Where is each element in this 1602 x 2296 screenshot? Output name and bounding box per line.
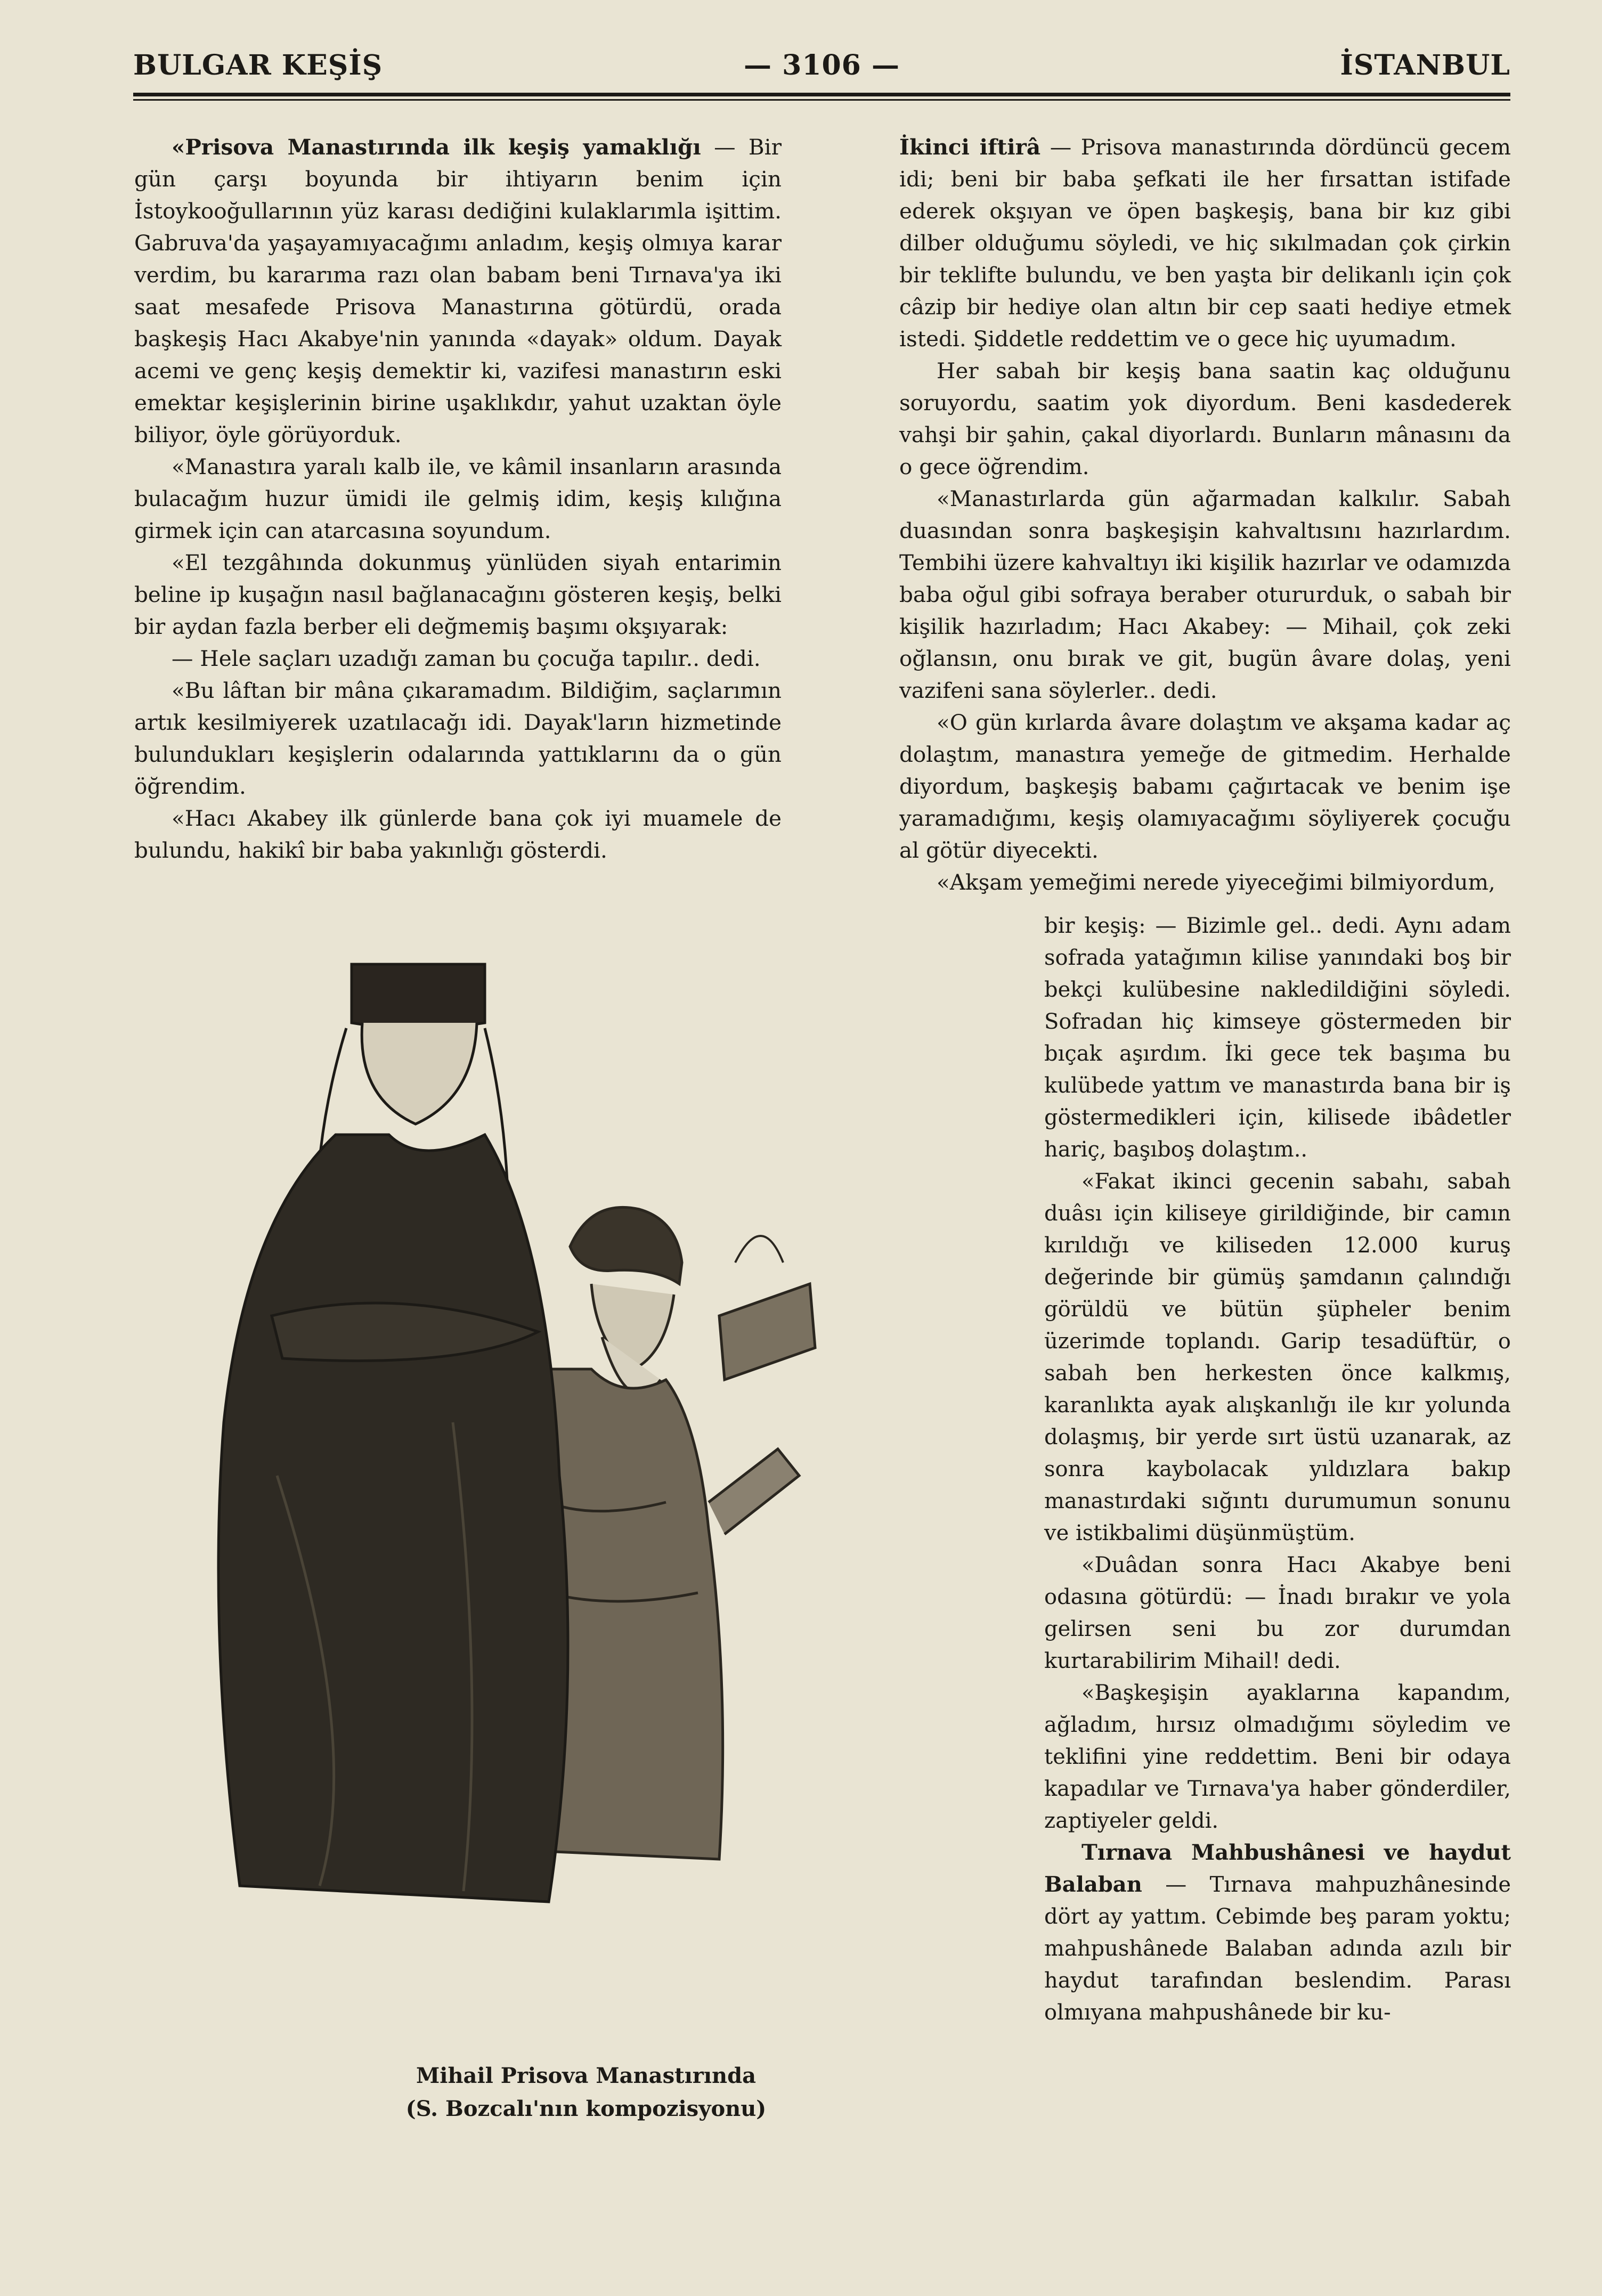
caption-line-2: (S. Bozcalı'nın kompozisyonu) xyxy=(405,2096,767,2121)
paragraph: İkinci iftirâ — Prisova manastırında dördüncü gecem idi; beni bir baba şefkati ile her fırsattan istifade ederek okşıyan ve öpen başkeşiş, bana bir kız gibi dilber olduğumu söyledi, ve hiç sıkılmadan çok çirkin bir teklifte bulundu, ve ben yaşta bir delikanlı için çok câzip bir hediye olan altın bir cep saati hediye etmek istedi. Şiddetle reddettim ve o gece hiç uyumadım. xyxy=(899,134,1511,352)
paragraph: «Başkeşişin ayaklarına kapandım, ağladım, hırsız olmadığımı söyledim ve teklifini yine reddettim. Beni bir odaya kapadılar ve Tırnava'ya haber gönderdiler, zaptiyeler geldi. xyxy=(1044,1681,1511,1833)
paragraph: «O gün kırlarda âvare dolaştım ve akşama kadar aç dolaştım, manastıra yemeğe de gitmedim. Herhalde diyordum, başkeşiş babamı çağırtacak ve benim işe yaramadığımı, keşiş olamıyacağımı söyliyerek çocuğu al götür diyecekti. xyxy=(899,710,1511,863)
header-rule-thin xyxy=(133,99,1510,101)
caption-line-1: Mihail Prisova Manastırında xyxy=(416,2063,757,2088)
illustration-caption xyxy=(320,2059,852,2126)
paragraph: Her sabah bir keşiş bana saatin kaç olduğunu soruyordu, saatim yok diyordum. Beni kasdederek vahşi bir şahin, çakal diyorlardı. Bunların mânasını da o gece öğrendim. xyxy=(899,358,1511,479)
paragraph: «El tezgâhında dokunmuş yünlüden siyah entarimin beline ip kuşağın nasıl bağlanacağını gösteren keşiş, belki bir aydan fazla berber eli değmemiş başımı okşıyarak: xyxy=(134,550,782,639)
paragraph: «Prisova Manastırında ilk keşiş yamaklığı — Bir gün çarşı boyunda bir ihtiyarın benim için İstoykooğullarının yüz karası dediğini kulaklarımla işittim. Gabruva'da yaşayamıyacağımı anladım, keşiş olmıya karar verdim, bu kararıma razı olan babam beni Tırnava'ya iki saat mesafede Prisova Manastırına götürdü, orada başkeşiş Hacı Akabye'nin yanında «dayak» oldum. Dayak acemi ve genç keşiş demektir ki, vazifesi manastırın eski emektar keşişlerinin birine uşaklıkdır, yahut uzaktan öyle biliyor, öyle görüyorduk. xyxy=(134,134,782,447)
paragraph: «Manastıra yaralı kalb ile, ve kâmil insanların arasında bulacağım huzur ümidi ile gelmiş idim, keşiş kılığına girmek için can atarcasına soyundum. xyxy=(134,454,782,543)
right-narrow-column xyxy=(1044,910,1511,2029)
running-title: BULGAR KEŞİŞ xyxy=(133,49,383,82)
paragraph: «Duâdan sonra Hacı Akabye beni odasına götürdü: — İnadı bırakır ve yola gelirsen seni bu zor durumdan kurtarabilirim Mihail! dedi. xyxy=(1044,1553,1511,1673)
paragraph: «Hacı Akabey ilk günlerde bana çok iyi muamele de bulundu, hakikî bir baba yakınlığı gösterdi. xyxy=(134,805,782,863)
illustration-monks xyxy=(186,943,959,2008)
right-column xyxy=(899,131,1511,898)
publication-name: İSTANBUL xyxy=(1340,49,1510,82)
page-header xyxy=(133,49,1510,92)
header-rule-thick xyxy=(133,93,1510,96)
paragraph: «Bu lâftan bir mâna çıkaramadım. Bildiğim, saçlarımın artık kesilmiyerek uzatılacağı idi. Dayak'ların hizmetinde bulundukları keşişlerin odalarında yattıklarını da o gün öğrendim. xyxy=(134,678,782,799)
standing-young-monk-figure xyxy=(218,964,568,1902)
left-column xyxy=(134,131,782,866)
paragraph: «Akşam yemeğimi nerede yiyeceğimi bilmiyordum, xyxy=(937,869,1495,895)
paragraph: «Manastırlarda gün ağarmadan kalkılır. Sabah duasından sonra başkeşişin kahvaltısını hazırlardım. Tembihi üzere kahvaltıyı iki kişilik hazırlar ve odamızda baba oğul gibi sofraya beraber otururduk, o sabah bir kişilik hazırladım; Hacı Akabey: — Mihail, çok zeki oğlansın, onu bırak ve git, bugün âvare dolaş, yeni vazifeni sana söylerler.. dedi. xyxy=(899,486,1511,703)
paragraph: Tırnava Mahbushânesi ve haydut Balaban — Tırnava mahpuzhânesinde dört ay yattım. Cebimde beş param yoktu; mahpushânede Balaban adında azılı bir haydut tarafından beslendim. Parası olmıyana mahpushânede bir ku- xyxy=(1044,1840,1511,2025)
page-number: — 3106 — xyxy=(744,49,900,82)
paragraph: bir keşiş: — Bizimle gel.. dedi. Aynı adam sofrada yatağımın kilise yanındaki boş bir bekçi kulübesine nakledildiğini söyledi. Sofradan hiç kimseye göstermeden bir bıçak aşırdım. İki gece tek başıma bu kulübede yattım ve manastırda bana bir iş göstermedikleri için, kilisede ibâdetler hariç, başıboş dolaştım.. xyxy=(1044,914,1511,1162)
paragraph: — Hele saçları uzadığı zaman bu çocuğa tapılır.. dedi. xyxy=(172,646,761,671)
paragraph: «Fakat ikinci gecenin sabahı, sabah duâsı için kiliseye girildiğinde, bir camın kırıldığı ve kiliseden 12.000 kuruş değerinde bir gümüş şamdanın çalındığı görüldü ve bütün şüpheler benim üzerimde toplandı. Garip tesadüftür, o sabah ben herkesten önce kalkmış, karanlıkta ayak alışkanlığı ile kır yolunda dolaşmış, bir yerde sırt üstü uzanarak, az sonra kaybolacak yıldızlara bakıp manastırdaki sığıntı durumumun sonunu ve istikbalimi düşünmüştüm. xyxy=(1044,1169,1511,1545)
